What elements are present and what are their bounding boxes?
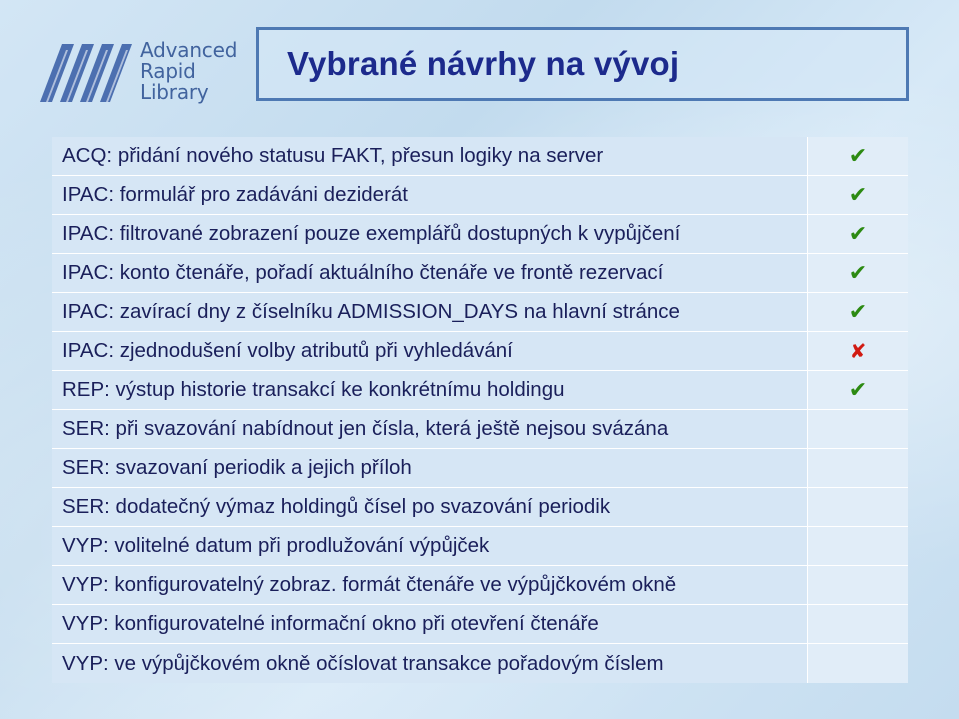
logo-text: [140, 40, 237, 103]
table-row: [52, 566, 908, 605]
status-cell: [808, 488, 908, 526]
checkmark-icon: ✔: [808, 176, 908, 214]
proposal-text: VYP: volitelné datum při prodlužování výpůjček: [52, 527, 808, 565]
table-row: [52, 332, 908, 371]
proposals-table: [52, 137, 908, 683]
page-title: Vybrané návrhy na vývoj: [287, 45, 680, 82]
table-row: [52, 254, 908, 293]
table-row: [52, 371, 908, 410]
table-row: [52, 293, 908, 332]
checkmark-icon: ✔: [808, 137, 908, 175]
proposal-text: VYP: ve výpůjčkovém okně očíslovat transakce pořadovým číslem: [52, 644, 808, 683]
logo-line: Rapid: [140, 59, 196, 83]
table-row: [52, 137, 908, 176]
proposal-text: SER: při svazování nabídnout jen čísla, která ještě nejsou svázána: [52, 410, 808, 448]
status-cell: [808, 449, 908, 487]
status-cell: [808, 566, 908, 604]
title-box: [256, 27, 909, 101]
cross-icon: ✘: [808, 332, 908, 370]
table-row: [52, 449, 908, 488]
proposal-text: IPAC: filtrované zobrazení pouze exemplářů dostupných k vypůjčení: [52, 215, 808, 253]
proposal-text: IPAC: zjednodušení volby atributů při vyhledávání: [52, 332, 808, 370]
status-cell: [808, 605, 908, 643]
proposal-text: IPAC: formulář pro zadáváni deziderát: [52, 176, 808, 214]
proposal-text: SER: dodatečný výmaz holdingů čísel po svazování periodik: [52, 488, 808, 526]
proposal-text: IPAC: zavírací dny z číselníku ADMISSION_DAYS na hlavní stránce: [52, 293, 808, 331]
status-cell: [808, 644, 908, 683]
table-row: [52, 176, 908, 215]
logo-line: Advanced: [140, 38, 238, 62]
proposal-text: IPAC: konto čtenáře, pořadí aktuálního čtenáře ve frontě rezervací: [52, 254, 808, 292]
proposal-text: VYP: konfigurovatelné informační okno při otevření čtenáře: [52, 605, 808, 643]
logo-line: Library: [140, 80, 209, 104]
proposal-text: SER: svazovaní periodik a jejich příloh: [52, 449, 808, 487]
status-cell: [808, 410, 908, 448]
checkmark-icon: ✔: [808, 254, 908, 292]
table-row: [52, 215, 908, 254]
status-cell: [808, 527, 908, 565]
proposal-text: ACQ: přidání nového statusu FAKT, přesun logiky na server: [52, 137, 808, 175]
table-row: [52, 410, 908, 449]
table-row: [52, 527, 908, 566]
checkmark-icon: ✔: [808, 293, 908, 331]
logo: [38, 40, 238, 110]
checkmark-icon: ✔: [808, 371, 908, 409]
arl-stripes-logo-icon: [38, 42, 134, 104]
table-row: [52, 644, 908, 683]
table-row: [52, 488, 908, 527]
proposal-text: REP: výstup historie transakcí ke konkrétnímu holdingu: [52, 371, 808, 409]
proposal-text: VYP: konfigurovatelný zobraz. formát čtenáře ve výpůjčkovém okně: [52, 566, 808, 604]
checkmark-icon: ✔: [808, 215, 908, 253]
table-row: [52, 605, 908, 644]
